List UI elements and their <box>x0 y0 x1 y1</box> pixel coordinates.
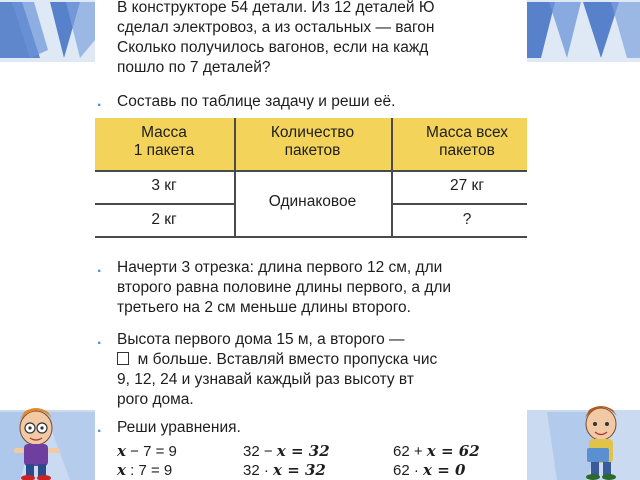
eq-right: x = 0 <box>423 461 466 479</box>
table-divider <box>95 203 234 205</box>
header-mass-all: Масса всех пакетов <box>426 124 508 159</box>
equation <box>243 443 330 460</box>
eq-left: 62 <box>393 443 410 460</box>
left-slide-frame <box>0 0 95 480</box>
cell-total-row2: ? <box>462 211 472 228</box>
header-count: Количество пакетов <box>270 124 355 159</box>
cell-total-row1: 27 кг <box>450 177 484 194</box>
cell-mass-row2: 2 кг <box>151 211 177 228</box>
eq-operator: : <box>130 462 135 479</box>
left-frame-graphic <box>0 0 95 480</box>
task-text-span: м больше. Вставляй вместо пропуска чис <box>137 351 438 368</box>
eq-operator: − <box>263 443 273 460</box>
task-text-line: рого дома. <box>117 391 194 408</box>
equation <box>117 443 177 460</box>
eq-right: x = 32 <box>276 442 330 460</box>
task-text-line: Высота первого дома 15 м, а второго — <box>117 331 405 348</box>
task-bullet: . <box>97 331 102 348</box>
table-divider <box>391 203 527 205</box>
equation <box>393 443 480 460</box>
eq-operator: · <box>263 462 269 479</box>
task-text-line: Начерти 3 отрезка: длина первого 12 см, дли <box>117 259 443 276</box>
textbook-page <box>95 0 527 480</box>
equation <box>243 462 326 479</box>
task-text-line <box>117 350 437 369</box>
cell-mass-row1: 3 кг <box>151 177 177 194</box>
table-divider <box>234 118 236 238</box>
table-divider <box>391 118 393 238</box>
eq-right: x = 32 <box>273 461 326 479</box>
task-text-line: второго равна половине длины первого, а дли <box>117 279 452 296</box>
eq-operator: − <box>130 443 139 460</box>
task-text-line: сделал электровоз, а из остальных — вагон <box>117 19 435 36</box>
task-text-line: 9, 12, 24 и узнавай каждый раз высоту вт <box>117 371 414 388</box>
right-frame-graphic <box>527 0 640 480</box>
mass-table <box>95 118 527 238</box>
eq-right: 7 = 9 <box>138 462 173 479</box>
eq-operator: + <box>413 443 423 460</box>
eq-left: 62 <box>393 462 410 479</box>
eq-operator: · <box>413 462 419 479</box>
eq-left: x <box>117 461 126 479</box>
eq-right: 7 = 9 <box>143 443 177 460</box>
eq-left: x <box>117 442 126 460</box>
task-text-line: Составь по таблице задачу и реши её. <box>117 93 396 110</box>
equation <box>393 462 465 479</box>
table-divider <box>95 236 527 238</box>
task-text-line: пошло по 7 деталей? <box>117 59 271 76</box>
blank-box <box>117 352 129 365</box>
equation <box>117 462 172 479</box>
task-text-line: Реши уравнения. <box>117 419 241 436</box>
task-bullet: . <box>97 259 102 276</box>
eq-right: x = 62 <box>426 442 480 460</box>
header-mass-one: Масса 1 пакета <box>133 124 195 159</box>
eq-left: 32 <box>243 443 260 460</box>
cell-count-merged: Одинаковое <box>268 193 357 210</box>
task-text-line: третьего на 2 см меньше длины второго. <box>117 299 411 316</box>
task-text-line: В конструкторе 54 детали. Из 12 деталей Ю <box>117 0 435 16</box>
eq-left: 32 <box>243 462 260 479</box>
task-bullet: . <box>97 93 102 110</box>
task-text-line: Сколько получилось вагонов, если на кажд <box>117 39 429 56</box>
right-slide-frame <box>527 0 640 480</box>
task-bullet: . <box>97 419 102 436</box>
table-divider <box>95 170 527 172</box>
